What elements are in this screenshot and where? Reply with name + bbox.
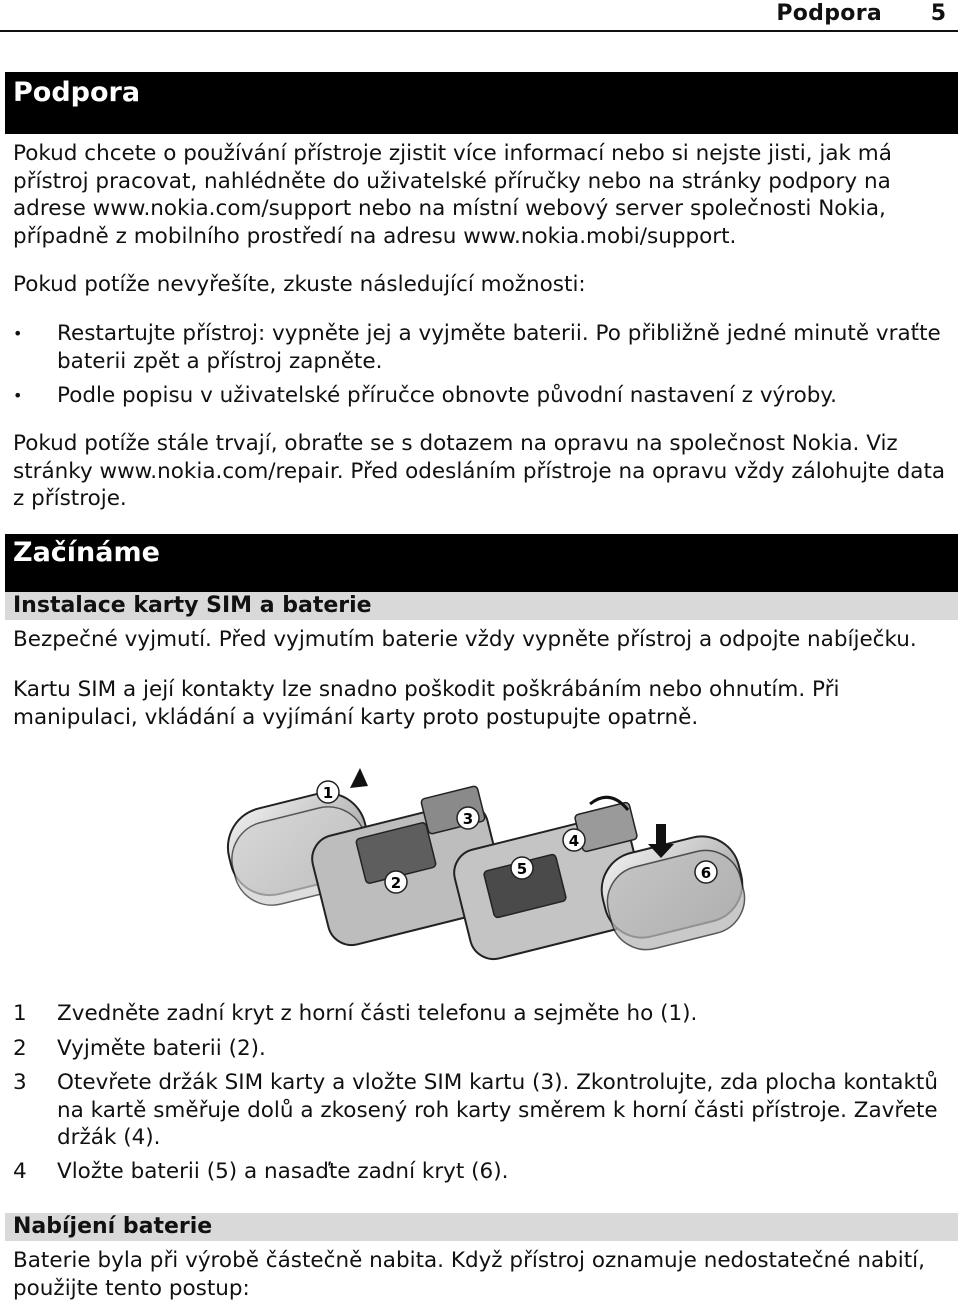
page-number: 5 (930, 1, 946, 26)
step-number: 1 (13, 1001, 27, 1026)
safety-note: Bezpečné vyjmutí. Před vyjmutím baterie vždy vypněte přístroj a odpojte nabíječku. (13, 627, 917, 652)
troubleshoot-lead: Pokud potíže nevyřešíte, zkuste následující možnosti: (13, 272, 586, 297)
subsection-title: Instalace karty SIM a baterie (13, 593, 372, 618)
bullet-text: Restartujte přístroj: vypněte jej a vyjměte baterii. Po přibližně jedné minutě vraťte baterii zpět a přístroj zapněte. (57, 321, 941, 374)
repair-paragraph: Pokud potíže stále trvají, obraťte se s dotazem na opravu na společnost Nokia. Viz stránky www.nokia.com/repair. Před odesláním přístroje na opravu vždy zálohujte data z přístroje. (13, 431, 946, 511)
subsection-title: Nabíjení baterie (13, 1214, 213, 1239)
step-number: 2 (13, 1036, 27, 1061)
charging-paragraph: Baterie byla při výrobě částečně nabita. Když přístroj oznamuje nedostatečné nabití, použijte tento postup: (13, 1248, 925, 1301)
bullet-item (13, 382, 948, 410)
step-item (13, 1035, 948, 1063)
bullet-text: Podle popisu v uživatelské příručce obnovte původní nastavení z výroby. (57, 383, 837, 408)
step-text: Zvedněte zadní kryt z horní části telefonu a sejměte ho (1). (57, 1001, 698, 1026)
running-head (0, 0, 958, 32)
section-title: Podpora (13, 77, 141, 108)
section-heading-podpora (5, 72, 958, 134)
figure-label-1: 1 (322, 784, 334, 802)
subsection-heading-sim (5, 592, 958, 620)
step-text: Vyjměte baterii (2). (57, 1036, 266, 1061)
step-item (13, 1069, 948, 1153)
subsection-heading-charging (5, 1213, 958, 1241)
sim-caution: Kartu SIM a její kontakty lze snadno poškodit poškrábáním nebo ohnutím. Při manipulaci, vkládání a vyjímání karty proto postupujte opatrně. (13, 677, 840, 730)
figure-label-6: 6 (700, 864, 712, 882)
bullet-icon: • (13, 324, 23, 343)
illustration-svg (210, 758, 750, 968)
step-item (13, 1158, 948, 1186)
step-item (13, 1000, 948, 1028)
bullet-icon: • (13, 386, 23, 405)
section-title: Začínáme (13, 537, 160, 568)
step-number: 3 (13, 1070, 27, 1095)
sim-battery-illustration (210, 758, 750, 968)
step-text: Otevřete držák SIM karty a vložte SIM kartu (3). Zkontrolujte, zda plocha kontaktů na kartě směřuje dolů a zkosený roh karty směrem k horní části přístroje. Zavřete držák (4). (57, 1070, 938, 1150)
figure-label-2: 2 (390, 874, 402, 892)
lift-arrow-icon (350, 768, 368, 788)
running-head-title: Podpora (776, 1, 882, 26)
figure-label-4: 4 (568, 832, 580, 850)
figure-label-3: 3 (462, 810, 474, 828)
step-text: Vložte baterii (5) a nasaďte zadní kryt (6). (57, 1159, 509, 1184)
figure-label-5: 5 (516, 860, 528, 878)
section-heading-zaciname (5, 534, 958, 594)
bullet-item (13, 320, 948, 376)
step-number: 4 (13, 1159, 27, 1184)
support-intro-paragraph: Pokud chcete o používání přístroje zjistit více informací nebo si nejste jisti, jak má přístroj pracovat, nahlédněte do uživatelské příručky nebo na stránky podpory na adrese www.nokia.com/support nebo na místní webový server společnosti Nokia, případně z mobilního prostředí na adresu www.nokia.mobi/support. (13, 141, 892, 249)
